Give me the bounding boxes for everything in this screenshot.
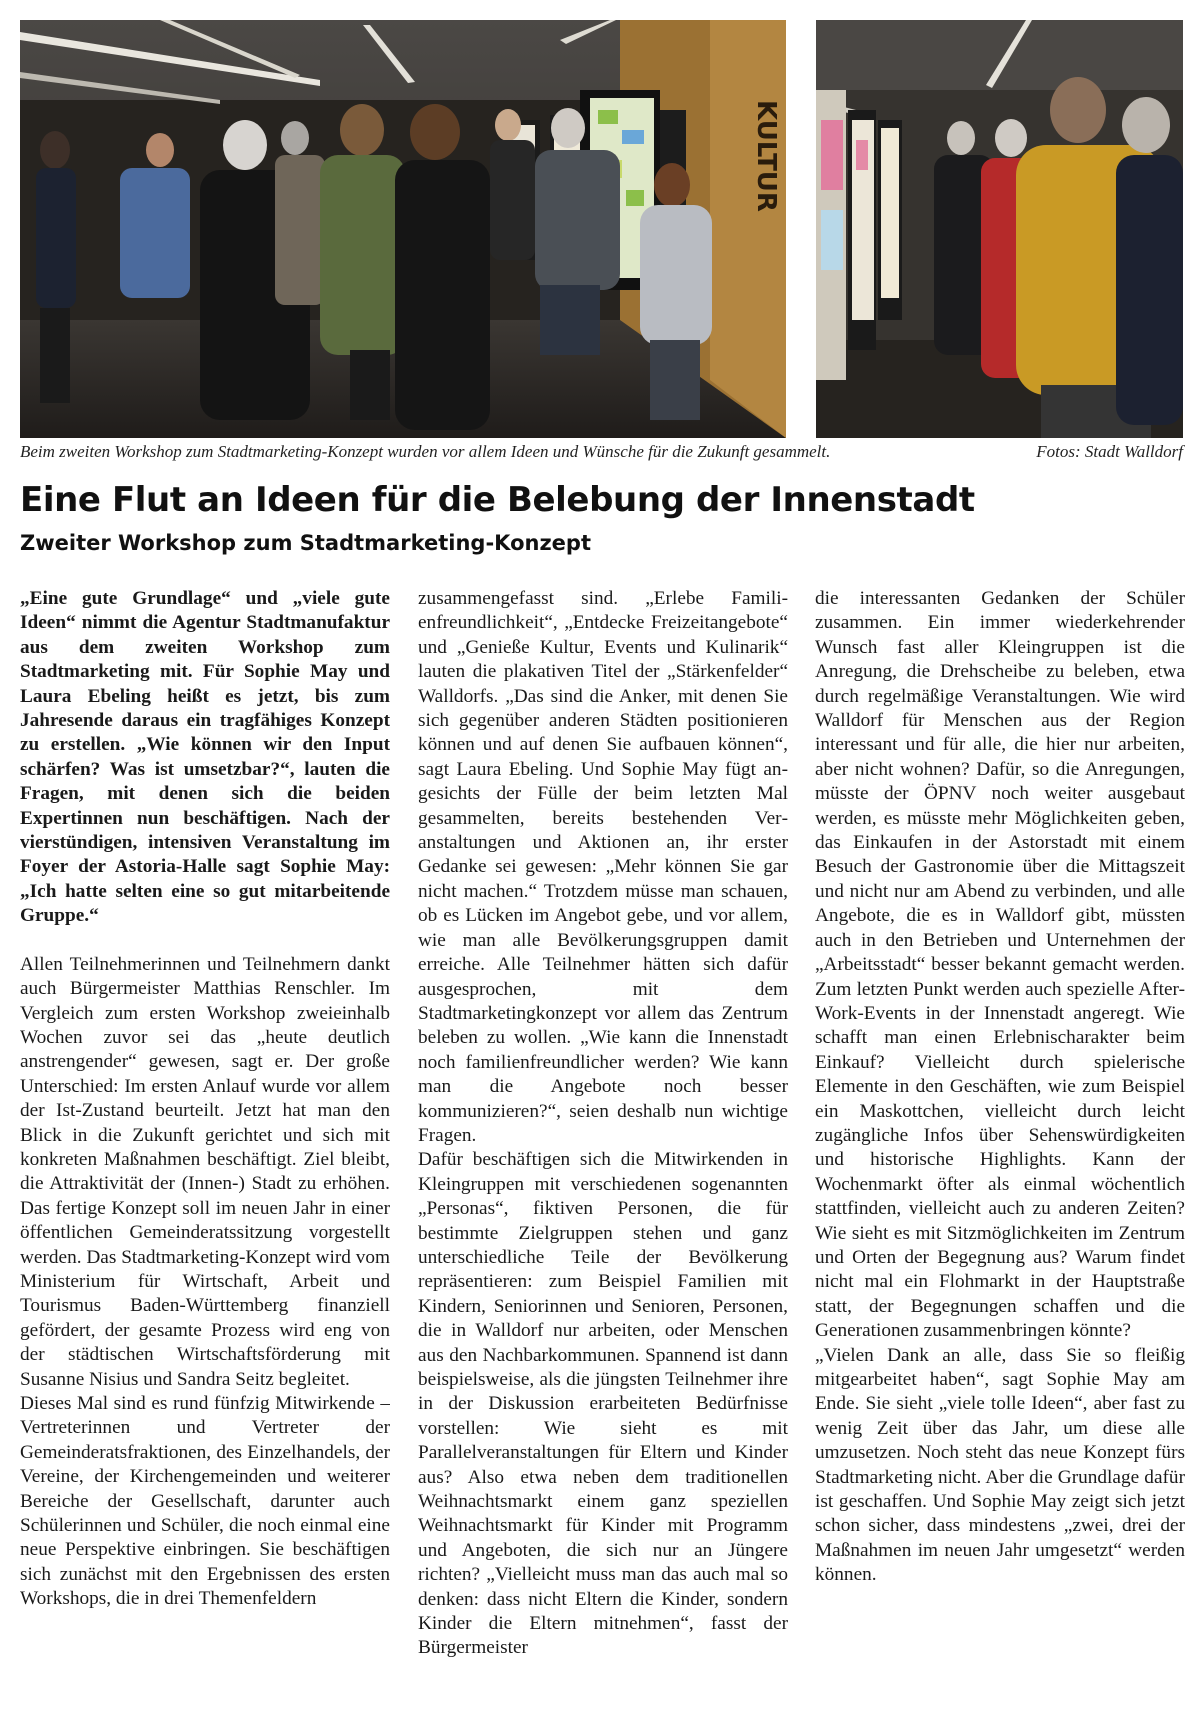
body-paragraph: die interessanten Gedanken der Schüler zusammen. Ein immer wiederkehrender Wunsch fast aller Kleingruppen ist die Anregung, die Drehscheibe zu beleben, etwa durch regelmäßige Veranstaltungen. Wie wird Walldorf für Menschen aus der Region interessant und für alle, die hier nur arbeiten, aber nicht wohnen? Dafür, so die Anregungen, müsste der ÖPNV noch weiter ausgebaut werden, es müsste mehr Möglichkeiten geben, das Einkaufen in der Astorstadt mit einem Besuch der Gastronomie über die Mittagszeit und nicht nur am Abend zu verbinden, und alle Angebote, die es in Walldorf gibt, müssten auch in den Betrieben und Unternehmen der „Arbeitsstadt“ besser bekannt gemacht werden. Zum letzten Punkt werden auch spezielle After-Work-Events in der Innenstadt angeregt. Wie schafft man einen Erlebnischarakter beim Einkauf? Vielleicht durch spielerische Elemente in den Geschäften, wie zum Beispiel ein Maskottchen, vielleicht durch leicht zugängliche Infos über Sehenswürdigkeiten und historische Highlights. Kann der Wochenmarkt öfter als einmal wöchentlich stattfinden, vielleicht auch zu anderen Zeiten? Wie sieht es mit Sitzmöglichkeiten im Zentrum und Orten der Begegnung aus? Warum findet nicht mal ein Flohmarkt in der Hauptstraße statt, der Begegnungen schaffen und die Generationen zusammenbringen könnte?: [815, 588, 1185, 1342]
photo-caption: [20, 440, 1183, 466]
lead-paragraph: „Eine gute Grundlage“ und „viele gute Ideen“ nimmt die Agentur Stadtmanufaktur aus dem zweiten Workshop zum Stadtmarketing mit. Für Sophie May und Laura Ebeling heißt es jetzt, bis zum Jahresende daraus ein tragfähiges Konzept zu erstellen. „Wie können wir den Input schärfen? Was ist umsetzbar?“, lauten die Fragen, mit denen sich die beiden Expertinnen nun beschäftigen. Nach der vierstündigen, intensiven Veranstaltung im Foyer der Astoria-Halle sagt Sophie May: „Ich hatte selten eine so gut mitarbeitende Gruppe.“: [20, 588, 390, 927]
caption-text: Beim zweiten Workshop zum Stadtmarketing-Konzept wurden vor allem Ideen und Wünsche für die Zukunft gesammelt.: [20, 442, 831, 461]
photo-workshop-posters-icon: [20, 20, 786, 438]
article-column-1: [20, 587, 390, 1712]
body-paragraph: „Vielen Dank an alle, dass Sie so fleißig mitgearbeitet haben“, sagt Sophie May am Ende. Sie sieht „viele tolle Ideen“, aber fast zu wenig Zeit über das Jahr, um diese alle umzusetzen. Noch steht das neue Konzept fürs Stadtmarketing nicht. Aber die Grundlage dafür ist geschaffen. Und Sophie May zeigt sich jetzt schon sicher, dass mindestens „zwei, drei der Maßnahmen im neuen Jahr umgesetzt“ werden können.: [815, 1344, 1185, 1586]
article-headline: Eine Flut an Ideen für die Belebung der Innenstadt: [20, 480, 975, 520]
article-column-3: [815, 587, 1185, 1712]
photo-credit: Fotos: Stadt Walldorf: [1036, 442, 1183, 461]
article-column-2: [418, 587, 788, 1712]
body-paragraph: Allen Teilnehmerinnen und Teilnehmern dankt auch Bürgermeister Matthias Renschler. Im Vergleich zum ersten Workshop zweieinhalb Wochen zuvor sei das „heute deutlich anstrengender“ gewesen, sagt er. Der große Unterschied: Im ersten Anlauf wurde vor allem der Ist-Zustand beurteilt. Jetzt hat man den Blick in die Zukunft gerichtet und sich mit konkreten Maßnahmen beschäftigt. Ziel bleibt, die Attraktivität der (Innen-) Stadt zu erhöhen. Das fertige Konzept soll im neuen Jahr in einer öffentlichen Gemeinderatssitzung vorgestellt werden. Das Stadtmarketing-Konzept wird vom Ministerium für Wirtschaft, Arbeit und Tourismus Baden-Württemberg finanziell gefördert, der gesamte Prozess wird eng von der städtischen Wirtschaftsförderung mit Susanne Nisius und Sandra Seitz begleitet.: [20, 953, 390, 1390]
body-paragraph: Dieses Mal sind es rund fünfzig Mitwirkende – Vertreterinnen und Vertreter der Gemeinderatsfraktionen, des Einzelhandels, der Vereine, der Kirchengemeinden und weiterer Bereiche der Gesellschaft, darunter auch Schülerinnen und Schüler, die noch einmal eine neue Perspektive einbringen. Sie beschäftigen sich zunächst mit den Ergebnissen des ersten Workshops, die in drei Themenfeldern: [20, 1393, 390, 1610]
body-paragraph: zusammengefasst sind. „Erlebe Familienfreundlichkeit“, „Entdecke Freizeitangebote“ und „Genieße Kultur, Events und Kulinarik“ lauten die plakativen Titel der „Stärkenfelder“ Walldorfs. „Das sind die Anker, mit denen Sie sich gegenüber anderen Städten positionieren können und auf denen Sie aufbauen können“, sagt Laura Ebeling. Und Sophie May fügt angesichts der Fülle der beim letzten Mal gesammelten, bereits bestehenden Veranstaltungen und Aktionen an, ihr erster Gedanke sei gewesen: „Mehr können Sie gar nicht machen.“ Trotzdem müsse man schauen, ob es Lücken im Angebot gebe, und vor allem, wie man alle Bevölkerungsgruppen damit erreiche. Alle Teilnehmer hätten sich dafür ausgesprochen, mit dem Stadtmarketingkonzept vor allem das Zentrum beleben zu wollen. „Wie kann die Innenstadt noch familienfreundlicher werden? Wie kann man die Angebote noch besser kommunizieren?“, seien deshalb nun wichtige Fragen.: [418, 588, 788, 1146]
wall-sign: KULTUR: [751, 100, 781, 212]
photo-workshop-group-icon: [816, 20, 1183, 438]
body-paragraph: Dafür beschäftigen sich die Mitwirkenden in Kleingruppen mit verschiedenen sogenannten „Personas“, fiktiven Personen, die für bestimmte Zielgruppen stehen und ganz unterschiedliche Teile der Bevölkerung repräsentieren: zum Beispiel Familien mit Kindern, Seniorinnen und Senioren, Personen, die in Walldorf nur arbeiten, oder Menschen aus den Nachbarkommunen. Spannend ist dann beispielsweise, als die jüngsten Teilnehmer ihre in der Diskussion erarbeiteten Bedürfnisse vorstellen: Wie sieht es mit Parallelveranstaltungen für Eltern und Kinder aus? Also etwa neben dem traditionellen Weihnachtsmarkt einem ganz speziellen Weihnachtsmarkt für Kinder mit Programm und Angeboten, die sich nur an Jüngere richten? „Vielleicht muss man das auch mal so denken: dass nicht Eltern die Kinder, sondern Kinder die Eltern mitnehmen“, fasst der Bürgermeister: [418, 1149, 788, 1659]
workshop-photo-left: [20, 20, 786, 438]
article-subheadline: Zweiter Workshop zum Stadtmarketing-Konzept: [20, 531, 591, 555]
workshop-photo-right: [816, 20, 1183, 438]
